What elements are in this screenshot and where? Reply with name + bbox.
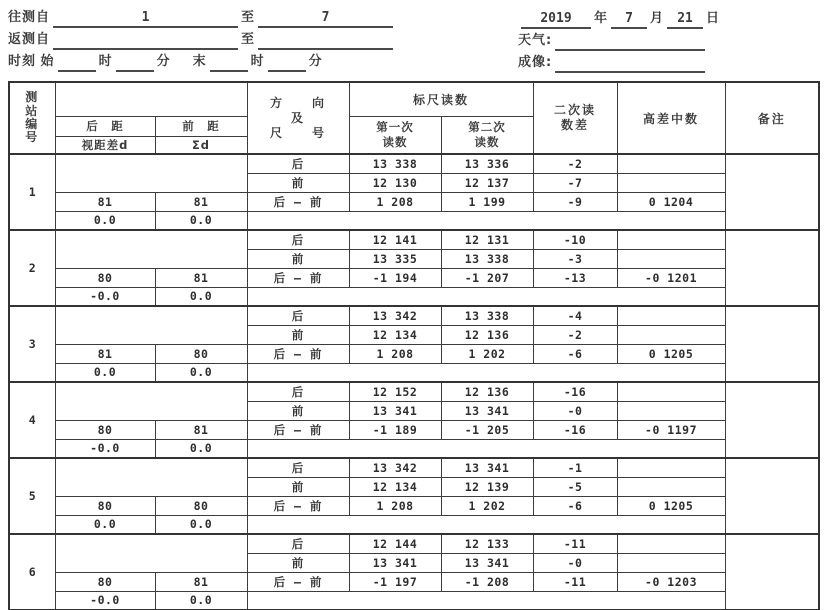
sight-diff-d: -0.0 — [55, 287, 155, 306]
distance-spacer — [55, 382, 247, 420]
second-reading: -1 205 — [441, 420, 533, 439]
direction-back-minus-front: 后 — 前 — [247, 572, 349, 591]
first-reading: 12 134 — [349, 325, 441, 344]
year-value: 2019 — [521, 10, 591, 29]
second-reading: 13 341 — [441, 401, 533, 420]
second-reading: 12 131 — [441, 230, 533, 249]
start-hour-value — [58, 53, 96, 72]
row-tail-spacer — [247, 363, 725, 382]
first-reading: 13 338 — [349, 154, 441, 173]
table-row — [9, 458, 819, 477]
outbound-label: 往测自 — [8, 10, 51, 25]
mean-height-diff — [617, 534, 725, 553]
first-reading: 1 208 — [349, 344, 441, 363]
direction-front: 前 — [247, 553, 349, 572]
table-row — [9, 496, 819, 515]
remark-cell — [725, 534, 819, 610]
mean-height-diff: -0 1203 — [617, 572, 725, 591]
table-row — [9, 154, 819, 173]
sight-diff-d: 0.0 — [55, 363, 155, 382]
end-hour-value — [210, 53, 248, 72]
reading-diff: -13 — [533, 268, 617, 287]
reading-diff: -6 — [533, 496, 617, 515]
weather-line — [518, 31, 818, 53]
second-reading: 1 199 — [441, 192, 533, 211]
distance-spacer — [55, 154, 247, 192]
second-reading: 13 341 — [441, 553, 533, 572]
end-hour-unit: 时 — [250, 54, 265, 69]
back-distance: 80 — [55, 268, 155, 287]
front-distance: 81 — [155, 268, 247, 287]
day-unit: 日 — [706, 11, 721, 26]
first-reading: 1 208 — [349, 496, 441, 515]
form-header-left — [8, 8, 478, 75]
second-reading: 13 338 — [441, 306, 533, 325]
mean-height-diff — [617, 553, 725, 572]
table-row — [9, 572, 819, 591]
first-reading: 13 341 — [349, 401, 441, 420]
month-value: 7 — [611, 10, 647, 29]
table-row — [9, 439, 819, 458]
col-header-sum-d: Σd — [155, 136, 247, 154]
col-header-mean-height-diff: 高差中数 — [617, 82, 725, 154]
back-distance: 80 — [55, 420, 155, 439]
remark-cell — [725, 154, 819, 230]
table-row — [9, 420, 819, 439]
distance-spacer — [55, 534, 247, 572]
table-row — [9, 211, 819, 230]
outbound-to-label: 至 — [241, 10, 256, 25]
station-block-4 — [9, 382, 819, 458]
reading-diff: -6 — [533, 344, 617, 363]
row-tail-spacer — [247, 211, 725, 230]
month-unit: 月 — [650, 11, 665, 26]
day-value: 21 — [667, 10, 703, 29]
direction-back: 后 — [247, 382, 349, 401]
col-header-sight-diff-d: 视距差d — [55, 136, 155, 154]
first-reading: 13 335 — [349, 249, 441, 268]
col-header-direction: 方 向 及 尺 号 — [247, 82, 349, 154]
mean-height-diff — [617, 154, 725, 173]
imaging-value — [555, 54, 705, 73]
back-distance: 80 — [55, 496, 155, 515]
direction-back: 后 — [247, 458, 349, 477]
reading-diff: -9 — [533, 192, 617, 211]
mean-height-diff: 0 1204 — [617, 192, 725, 211]
reading-diff: -4 — [533, 306, 617, 325]
second-reading: -1 208 — [441, 572, 533, 591]
first-reading: 12 152 — [349, 382, 441, 401]
col-header-first-reading: 第一次 读数 — [349, 116, 441, 154]
station-number: 2 — [9, 230, 55, 306]
back-distance: 81 — [55, 192, 155, 211]
distance-spacer — [55, 458, 247, 496]
time-end-label: 末 — [192, 54, 207, 69]
second-reading: 12 133 — [441, 534, 533, 553]
reading-diff: -3 — [533, 249, 617, 268]
second-reading: 13 338 — [441, 249, 533, 268]
front-distance: 81 — [155, 420, 247, 439]
mean-height-diff — [617, 477, 725, 496]
return-to-value — [258, 31, 393, 50]
form-header — [8, 8, 818, 75]
end-minute-unit: 分 — [308, 54, 323, 69]
outbound-to-value: 7 — [258, 9, 393, 28]
reading-diff: -1 — [533, 458, 617, 477]
first-reading: 12 141 — [349, 230, 441, 249]
sight-diff-d: 0.0 — [55, 515, 155, 534]
second-reading: 12 137 — [441, 173, 533, 192]
date-line — [518, 9, 818, 31]
table-row — [9, 363, 819, 382]
direction-front: 前 — [247, 401, 349, 420]
leveling-table — [8, 81, 820, 610]
distance-spacer — [55, 306, 247, 344]
year-unit: 年 — [594, 11, 609, 26]
row-tail-spacer — [247, 287, 725, 306]
station-block-1 — [9, 154, 819, 230]
direction-back-minus-front: 后 — 前 — [247, 496, 349, 515]
station-block-6 — [9, 534, 819, 610]
first-reading: 1 208 — [349, 192, 441, 211]
reading-diff: -16 — [533, 382, 617, 401]
first-reading: 13 342 — [349, 458, 441, 477]
front-distance: 80 — [155, 496, 247, 515]
first-reading: 12 134 — [349, 477, 441, 496]
table-row — [9, 591, 819, 610]
remark-cell — [725, 306, 819, 382]
first-reading: 13 341 — [349, 553, 441, 572]
col-header-second-reading: 第二次 读数 — [441, 116, 533, 154]
direction-back: 后 — [247, 534, 349, 553]
col-header-reading-diff: 二次读 数差 — [533, 82, 617, 154]
reading-diff: -10 — [533, 230, 617, 249]
first-reading: 13 342 — [349, 306, 441, 325]
second-reading: 12 139 — [441, 477, 533, 496]
mean-height-diff: -0 1201 — [617, 268, 725, 287]
mean-height-diff — [617, 325, 725, 344]
direction-back: 后 — [247, 306, 349, 325]
reading-diff: -5 — [533, 477, 617, 496]
mean-height-diff — [617, 173, 725, 192]
col-header-station: 测 站 编 号 — [9, 82, 55, 154]
weather-label: 天气: — [518, 33, 553, 48]
reading-diff: -2 — [533, 154, 617, 173]
sum-d: 0.0 — [155, 287, 247, 306]
table-row — [9, 230, 819, 249]
mean-height-diff: 0 1205 — [617, 344, 725, 363]
remark-cell — [725, 230, 819, 306]
distance-spacer — [55, 230, 247, 268]
direction-back-minus-front: 后 — 前 — [247, 268, 349, 287]
sight-diff-d: 0.0 — [55, 211, 155, 230]
direction-back: 后 — [247, 230, 349, 249]
station-number: 6 — [9, 534, 55, 610]
station-block-2 — [9, 230, 819, 306]
outbound-line — [8, 8, 478, 30]
return-from-value — [53, 31, 238, 50]
remark-cell — [725, 458, 819, 534]
second-reading: -1 207 — [441, 268, 533, 287]
mean-height-diff — [617, 249, 725, 268]
direction-back-minus-front: 后 — 前 — [247, 344, 349, 363]
reading-diff: -11 — [533, 572, 617, 591]
minute-unit: 分 — [156, 54, 171, 69]
direction-front: 前 — [247, 173, 349, 192]
direction-front: 前 — [247, 249, 349, 268]
mean-height-diff — [617, 401, 725, 420]
mean-height-diff — [617, 458, 725, 477]
imaging-label: 成像: — [518, 55, 553, 70]
sum-d: 0.0 — [155, 439, 247, 458]
second-reading: 1 202 — [441, 344, 533, 363]
first-reading: 12 130 — [349, 173, 441, 192]
reading-diff: -0 — [533, 401, 617, 420]
return-to-label: 至 — [241, 32, 256, 47]
second-reading: 12 136 — [441, 382, 533, 401]
first-reading: -1 194 — [349, 268, 441, 287]
table-row — [9, 534, 819, 553]
back-distance: 81 — [55, 344, 155, 363]
dist-header-spacer — [55, 82, 247, 116]
first-reading: 12 144 — [349, 534, 441, 553]
station-number: 5 — [9, 458, 55, 534]
reading-diff: -2 — [533, 325, 617, 344]
direction-back-minus-front: 后 — 前 — [247, 420, 349, 439]
station-number: 3 — [9, 306, 55, 382]
reading-diff: -7 — [533, 173, 617, 192]
table-row — [9, 344, 819, 363]
weather-value — [555, 32, 705, 51]
table-row — [9, 192, 819, 211]
reading-diff: -0 — [533, 553, 617, 572]
sum-d: 0.0 — [155, 591, 247, 610]
sight-diff-d: -0.0 — [55, 591, 155, 610]
direction-back: 后 — [247, 154, 349, 173]
hour-unit: 时 — [98, 54, 113, 69]
table-row — [9, 306, 819, 325]
first-reading: -1 197 — [349, 572, 441, 591]
table-row — [9, 515, 819, 534]
direction-back-minus-front: 后 — 前 — [247, 192, 349, 211]
table-row — [9, 382, 819, 401]
return-label: 返测自 — [8, 32, 51, 47]
remark-cell — [725, 382, 819, 458]
row-tail-spacer — [247, 515, 725, 534]
imaging-line — [518, 53, 818, 75]
col-header-front-distance: 前 距 — [155, 116, 247, 136]
station-block-3 — [9, 306, 819, 382]
mean-height-diff — [617, 306, 725, 325]
front-distance: 80 — [155, 344, 247, 363]
second-reading: 1 202 — [441, 496, 533, 515]
sum-d: 0.0 — [155, 363, 247, 382]
reading-diff: -16 — [533, 420, 617, 439]
outbound-from-value: 1 — [53, 9, 238, 28]
back-distance: 80 — [55, 572, 155, 591]
reading-diff: -11 — [533, 534, 617, 553]
col-header-back-distance: 后 距 — [55, 116, 155, 136]
row-tail-spacer — [247, 439, 725, 458]
front-distance: 81 — [155, 572, 247, 591]
col-header-rod-readings: 标尺读数 — [349, 82, 533, 116]
station-block-5 — [9, 458, 819, 534]
end-minute-value — [268, 53, 306, 72]
time-line — [8, 52, 478, 74]
row-tail-spacer — [247, 591, 725, 610]
second-reading: 13 336 — [441, 154, 533, 173]
second-reading: 13 341 — [441, 458, 533, 477]
sum-d: 0.0 — [155, 211, 247, 230]
direction-front: 前 — [247, 325, 349, 344]
table-row — [9, 268, 819, 287]
col-header-remark: 备注 — [725, 82, 819, 154]
return-line — [8, 30, 478, 52]
time-start-label: 始 — [40, 54, 55, 69]
table-row — [9, 287, 819, 306]
mean-height-diff: -0 1197 — [617, 420, 725, 439]
second-reading: 12 136 — [441, 325, 533, 344]
start-minute-value — [116, 53, 154, 72]
front-distance: 81 — [155, 192, 247, 211]
mean-height-diff: 0 1205 — [617, 496, 725, 515]
sum-d: 0.0 — [155, 515, 247, 534]
mean-height-diff — [617, 230, 725, 249]
form-header-right — [518, 8, 818, 75]
first-reading: -1 189 — [349, 420, 441, 439]
time-label: 时刻 — [8, 54, 37, 69]
direction-front: 前 — [247, 477, 349, 496]
mean-height-diff — [617, 382, 725, 401]
sight-diff-d: -0.0 — [55, 439, 155, 458]
station-number: 4 — [9, 382, 55, 458]
station-number: 1 — [9, 154, 55, 230]
